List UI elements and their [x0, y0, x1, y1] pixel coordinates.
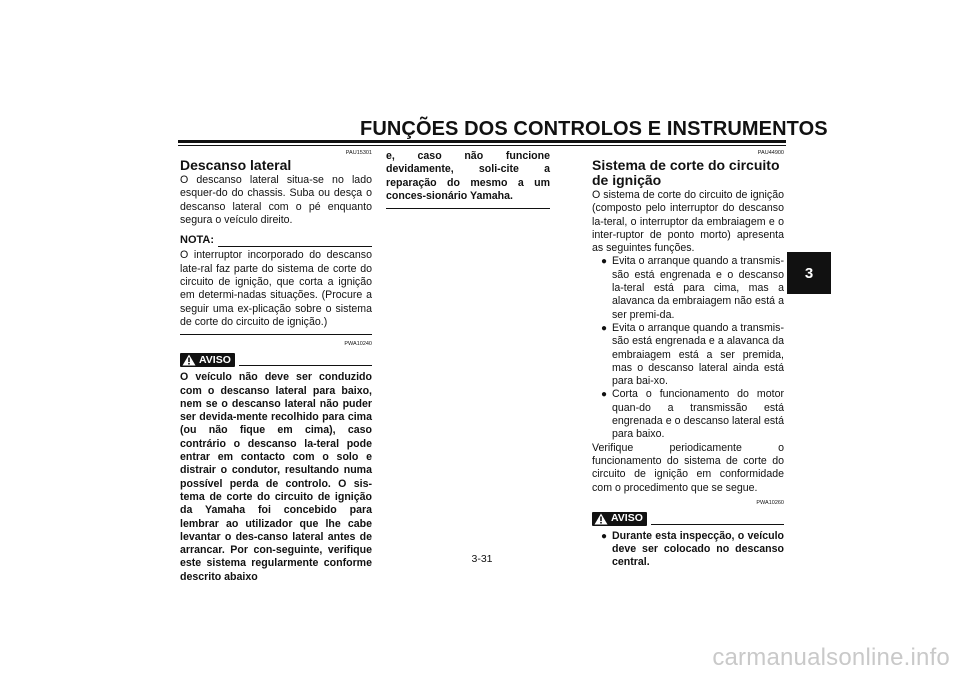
note-end-rule [180, 334, 372, 335]
list-item: ● Evita o arranque quando a transmis-são está engrenada e a alavanca da embraiagem está a ser premida, mas o descanso lateral ainda está para bai-xo. [601, 321, 784, 388]
page-number: 3-31 [471, 553, 493, 565]
ignition-intro: O sistema de corte do circuito de ignição (composto pelo interruptor do descanso la-teral, o interruptor da embraiagem e o inter-ruptor de ponto morto) apresenta as seguintes funções. [592, 189, 784, 255]
warning-header [180, 353, 372, 367]
warning-badge [180, 353, 235, 367]
section-heading-ignition-cut-off: Sistema de corte do circuito de ignição [592, 157, 780, 188]
warning-triangle-icon [182, 354, 196, 366]
section-heading-side-stand: Descanso lateral [180, 157, 292, 173]
warning-badge [592, 512, 647, 526]
bullet-icon: ● [601, 322, 608, 334]
warning-end-rule [386, 208, 550, 209]
warning-label: AVISO [611, 512, 643, 525]
header-rule [178, 140, 786, 143]
column-right [592, 150, 784, 570]
header-rule-thin [178, 145, 786, 146]
list-item: ● Corta o funcionamento do motor quan-do a transmissão está engrenada e o descanso lateral está para baixo. [601, 388, 784, 441]
note-text: O interruptor incorporado do descanso late-ral faz parte do sistema de corte do circuito de ignição, que corta a ignição em determi-nadas situações. (Procure a seguir uma ex-plicação sobre o sistema de corte do circuito de ignição.) [180, 249, 372, 328]
section-code: PAU15301 [345, 150, 372, 156]
list-item: ● Evita o arranque quando a transmis-são está engrenada e o descanso la-teral está para cima, mas a alavanca da embraiagem não está a ser premi-da. [601, 255, 784, 321]
warning-list [592, 530, 784, 570]
bullet-icon: ● [601, 256, 608, 268]
page-header-title: FUNÇÕES DOS CONTROLOS E INSTRUMENTOS [360, 118, 828, 140]
chapter-tab: 3 [787, 252, 831, 294]
warning-rule [239, 354, 372, 366]
warning-code: PWA10260 [756, 499, 784, 506]
column-left [180, 150, 372, 584]
list-item: ● Durante esta inspecção, o veículo deve ser colocado no descanso central. [601, 529, 784, 569]
side-stand-body: O descanso lateral situa-se no lado esquer-do do chassis. Suba ou desça o descanso lateral com o pé enquanto segura o veículo direito. [180, 174, 372, 226]
warning-text-continued: e, caso não funcione devidamente, soli-cite a reparação do mesmo a um conces-sionário Yamaha. [386, 150, 550, 202]
bullet-icon: ● [601, 530, 608, 542]
warning-header [592, 512, 784, 526]
note-rule [218, 239, 372, 247]
ignition-functions-list [592, 255, 784, 441]
note-label: NOTA: [180, 234, 215, 247]
bullet-icon: ● [601, 389, 608, 401]
ignition-check-text: Verifique periodicamente o funcionamento do sistema de corte do circuito de ignição em conformidade com o procedimento que se segue. [592, 441, 784, 494]
note-header [180, 234, 372, 247]
column-middle [386, 150, 550, 209]
warning-label: AVISO [199, 353, 231, 366]
watermark: carmanualsonline.info [712, 644, 950, 671]
warning-triangle-icon [594, 513, 608, 525]
warning-text: O veículo não deve ser conduzido com o descanso lateral para baixo, nem se o descanso lateral não puder ser devida-mente recolhido para cima (ou não fique em cima), caso contrário o descanso la-teral pode entrar em contacto com o solo e distrair o condutor, resultando numa possível perda de controlo. O sis-tema de corte do circuito de ignição da Yamaha foi concebido para lembrar ao utilizador que lhe cabe levantar o des-canso lateral antes de arrancar. Por con-seguinte, verifique este sistema regularmente conforme descrito abaixo [180, 371, 372, 583]
section-code: PAU44900 [757, 150, 784, 156]
warning-rule [651, 513, 784, 525]
warning-code: PWA10240 [344, 341, 372, 348]
